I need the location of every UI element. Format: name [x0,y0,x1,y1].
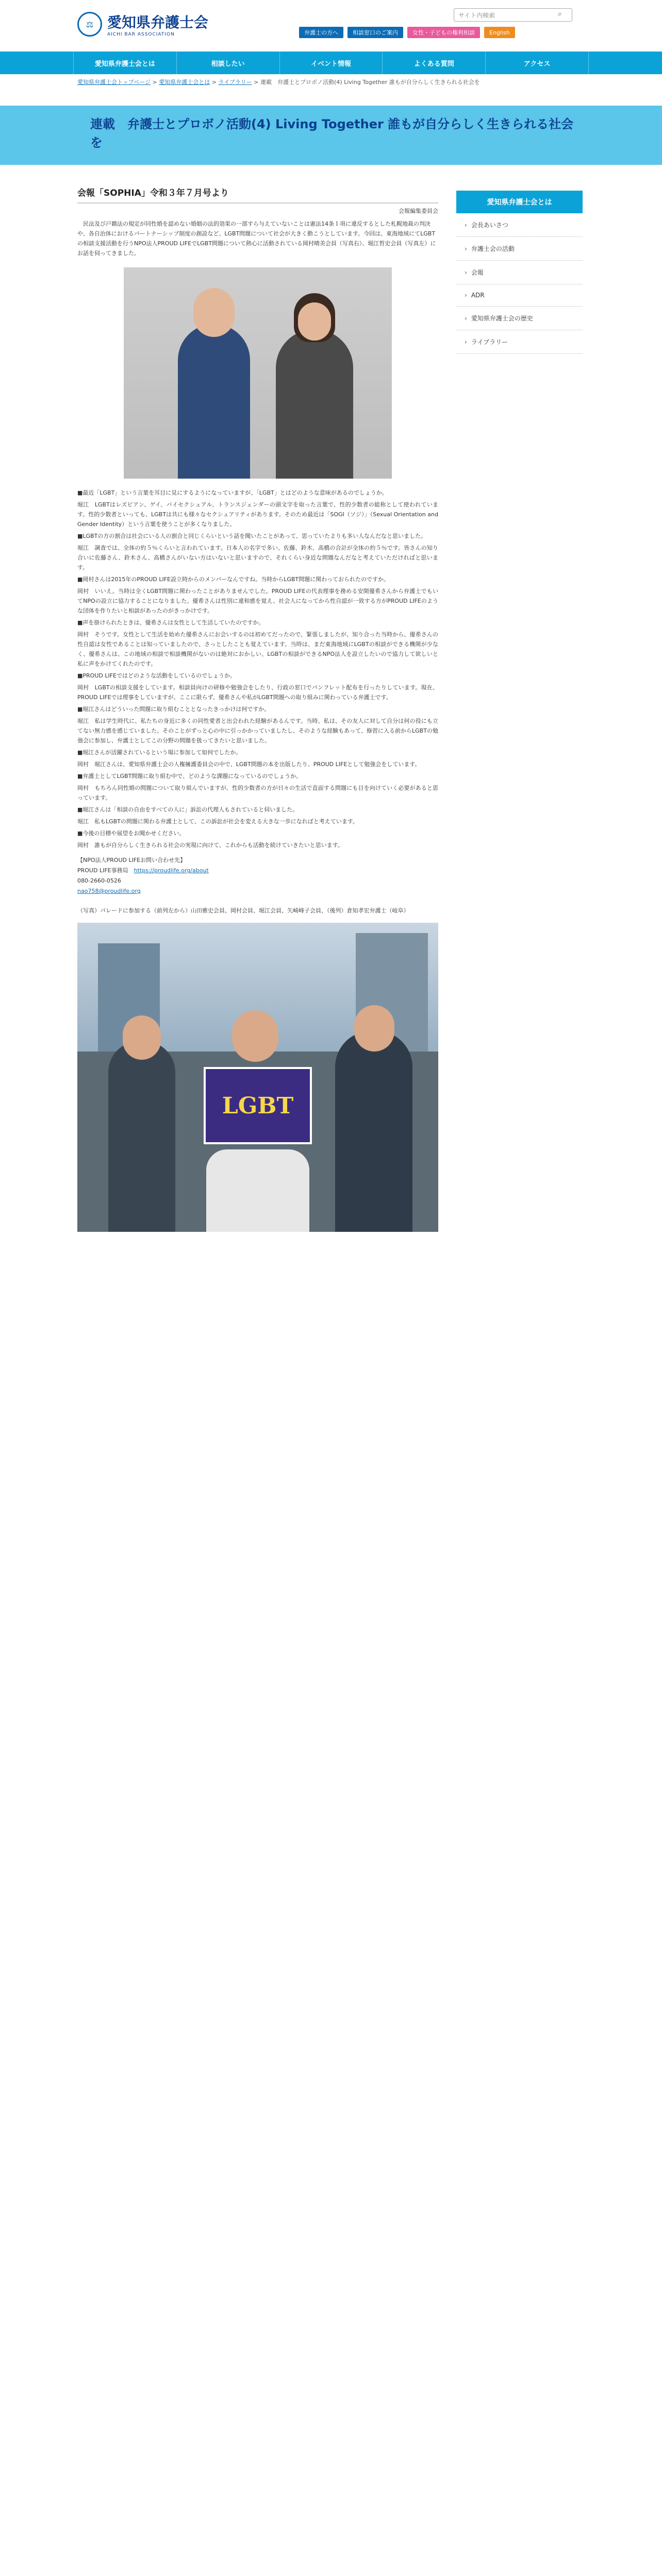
lgbt-sign: LGBT [204,1067,312,1144]
contact-tel: 080-2660-0526 [77,877,121,884]
breadcrumb: 愛知県弁護士会トップページ > 愛知県弁護士会とは > ライブラリー > 連載 弁護士とプロボノ活動(4) Living Together 誰もが自分らしく生きられる社会を [77,79,480,86]
sidebar [456,191,583,354]
logo-emblem-icon: ⚖ [77,12,102,37]
breadcrumb-home[interactable]: 愛知県弁護士会トップページ [77,79,151,86]
breadcrumb-current: 連載 弁護士とプロボノ活動(4) Living Together 誰もが自分らしく生きられる社会を [260,79,480,86]
nav-consult[interactable]: 相談したい [177,52,280,74]
sidebar-item-greeting[interactable]: › 会長あいさつ [456,213,583,237]
qa-paragraph: ■堀江さんは「相談の自由をすべての人に」訴訟の代理人もされていると伺いました。 [77,806,299,813]
nav-about[interactable]: 愛知県弁護士会とは [73,52,177,74]
sidebar-title[interactable]: 愛知県弁護士会とは [456,191,583,213]
contact-url-link[interactable]: https://proudlife.org/about [134,867,209,874]
sidebar-item-activities[interactable]: › 弁護士会の活動 [456,237,583,261]
qa-paragraph: 岡村 もちろん同性婚の問題について取り組んでいますが、性的少数者の方が日々の生活で直面する問題にも目を向けていく必要があると思っています。 [77,785,438,801]
consultation-button[interactable]: 相談窓口のご案内 [347,27,403,38]
qa-paragraph: ■岡村さんは2015年のPROUD LIFE設立時からのメンバーなんですね。当時からLGBT問題に関わっておられたのですか。 [77,576,390,583]
qa-paragraph: 堀江 調査では、全体の約５％くらいと言われています。日本人の名字で多い、佐藤、鈴木、高橋の合計が全体の約５％です。皆さんの知り合いに佐藤さん、鈴木さん、高橋さんがいない方はいないと思いますので、それくらい身近な問題なんだなと考えていただければと思います。 [77,545,438,571]
qa-paragraph: ■声を掛けられたときは、優希さんは女性として生活していたのですか。 [77,619,264,626]
lawyers-button[interactable]: 弁護士の方へ [299,27,343,38]
contact-info [77,855,438,896]
women-children-button[interactable]: 女性・子どもの権利相談 [407,27,480,38]
english-button[interactable]: English [484,27,515,38]
article [77,185,438,1232]
breadcrumb-library[interactable]: ライブラリー [218,79,252,86]
sidebar-item-bulletin[interactable]: › 会報 [456,261,583,284]
qa-paragraph: 岡村 誰もが自分らしく生きられる社会の実現に向けて、これからも活動を続けていきたいと思います。 [77,842,343,849]
search-input[interactable]: サイト内検索 [454,8,572,22]
contact-title: 【NPO法人PROUD LIFEお問い合わせ先】 [77,857,186,863]
logo-org-name: 愛知県弁護士会 [107,14,209,31]
qa-paragraph: ■堀江さんが活躍されているという場に参加して如何でしたか。 [77,749,242,756]
logo-org-sub: AICHI BAR ASSOCIATION [107,32,175,37]
interview-body [77,488,438,850]
search-icon[interactable]: ⌕ [558,10,562,18]
contact-name: PROUD LIFE事務局 [77,867,128,874]
nav-events[interactable]: イベント情報 [280,52,383,74]
site-header [0,0,662,52]
qa-paragraph: 堀江 私は学生時代に、私たちの身近に多くの同性愛者と出会われた経験があるんです。当時、私は、その友人に対して自分は何の役にも立てない無力感を感じていました。そのことがずっと心の中に引っかかっていましたし、そのような経験もあって、修習に入る前からLGBTの勉強会に参加し、弁護士としてこの分野の問題を扱ってきたいと思いました。 [77,718,438,744]
qa-paragraph: ■PROUD LIFEではどのような活動をしているのでしょうか。 [77,672,236,679]
qa-paragraph: ■最近「LGBT」という言葉を耳目に見にするようになっていますが、「LGBT」とはどのような意味があるのでしょうか。 [77,489,388,496]
qa-paragraph: ■LGBTの方の割合は社会にいる人の割合と同じくらいという話を聞いたことがあって、思っていたよりも多い人なんだなと思いました。 [77,533,426,539]
qa-paragraph: ■弁護士としてLGBT問題に取り組む中で、どのような課題になっているのでしょうか。 [77,773,302,779]
qa-paragraph: ■今後の目標や展望をお聞かせください。 [77,830,185,837]
nav-access[interactable]: アクセス [486,52,589,74]
title-banner [0,106,662,165]
qa-paragraph: 岡村 堀江さんは、愛知県弁護士会の人権擁護委員会の中で、LGBT問題の本を出版したり、PROUD LIFEとして勉強会をしています。 [77,761,421,768]
header-button-group [299,27,515,38]
sidebar-item-library[interactable]: › ライブラリー [456,330,583,354]
article-org: 会報編集委員会 [399,208,438,214]
nav-faq[interactable]: よくある質問 [383,52,486,74]
photo-caption: （写真）パレードに参加する（前列左から）山田雅史会員、岡村会員、堀江会員、矢崎峰子会員、（後列）倉知孝宏弁護士（岐阜） [77,907,409,914]
sidebar-item-adr[interactable]: › ADR [456,284,583,307]
main-nav [0,52,662,74]
qa-paragraph: 岡村 そうです。女性として生活を始めた優希さんにお会いするのは初めてだったので、緊張しましたが、知り合った当時から、優希さんの性自認は女性であることは知っていましたので、さっとしたことも覚えています。当時は、まだ東海地域にLGBTの相談ができる機関が少なく、優希さんは、この地域の相談で相談機関がないのは絶対におかしい、LGBTの相談ができるNPO法人を設立したいので協力して欲しいと私に声をかけてくれたのです。 [77,631,438,667]
contact-mail-link[interactable]: nao758@proudlife.org [77,888,141,894]
parade-photo [77,923,438,1232]
qa-paragraph: 岡村 LGBTの相談支援をしています。相談員向けの研修や勉強会をしたり、行政の窓口でパンフレット配布を行ったりしています。現在、PROUD LIFEでは理事をしていますが、ここに限らず、優希さんや私がLGBT問題への取り組みに関わっている弁護士です。 [77,684,438,701]
lawyers-photo [124,267,392,479]
qa-paragraph: 堀江 私もLGBTの問題に関わる弁護士として、この訴訟が社会を変える大きな一歩になればと考えています。 [77,818,358,825]
article-heading: 会報「SOPHIA」令和３年７月号より [77,185,438,204]
qa-paragraph: 堀江 LGBTはレズビアン、ゲイ、バイセクシュアル、トランスジェンダーの頭文字を取った言葉で、性的少数者の総称として使われています。性的少数者といっても、LGBTは共にも様々なセクシュアリティがあります。そのため最近は「SOGI（ソジ）」（Sexual Orientation and Gender Identity）という言葉を使うことが多くなりました。 [77,501,438,528]
article-intro: 民法及び戸籍法の規定が同性婚を認めない婚姻の法的効果の一部すら与えていないことは憲法14条１項に違反するとした札幌地裁の判決や、各自治体におけるパートナーシップ制度の創設など、LGBT問題について社会が大きく動こうとしています。今回は、東海地域にてLGBTの相談支援活動を行うNPO法人PROUD LIFEでLGBT問題について熱心に活動されている岡村晴美会員（写真右）、堀江哲史会員（写真左）にお話を伺ってきました。 [77,221,436,257]
qa-paragraph: 岡村 いいえ。当時は全くLGBT問題に関わったことがありませんでした。PROUD LIFEの代表理事を務める安間優希さんから弁護士でもいてNPOの設立に協力することになりました。優希さんは性別に違和感を覚え、社会人になってから性自認が一致する方がPROUD LIFEのような団体を作りたいと相談があったのがきっかけです。 [77,588,438,614]
breadcrumb-about[interactable]: 愛知県弁護士会とは [159,79,210,86]
sidebar-item-history[interactable]: › 愛知県弁護士会の歴史 [456,307,583,330]
site-logo[interactable] [77,11,208,37]
qa-paragraph: ■堀江さんはどういった問題に取り組むこととなったきっかけは何ですか。 [77,706,270,713]
page-title: 連載 弁護士とプロボノ活動(4) Living Together 誰もが自分らしく生きられる社会を [90,117,574,150]
